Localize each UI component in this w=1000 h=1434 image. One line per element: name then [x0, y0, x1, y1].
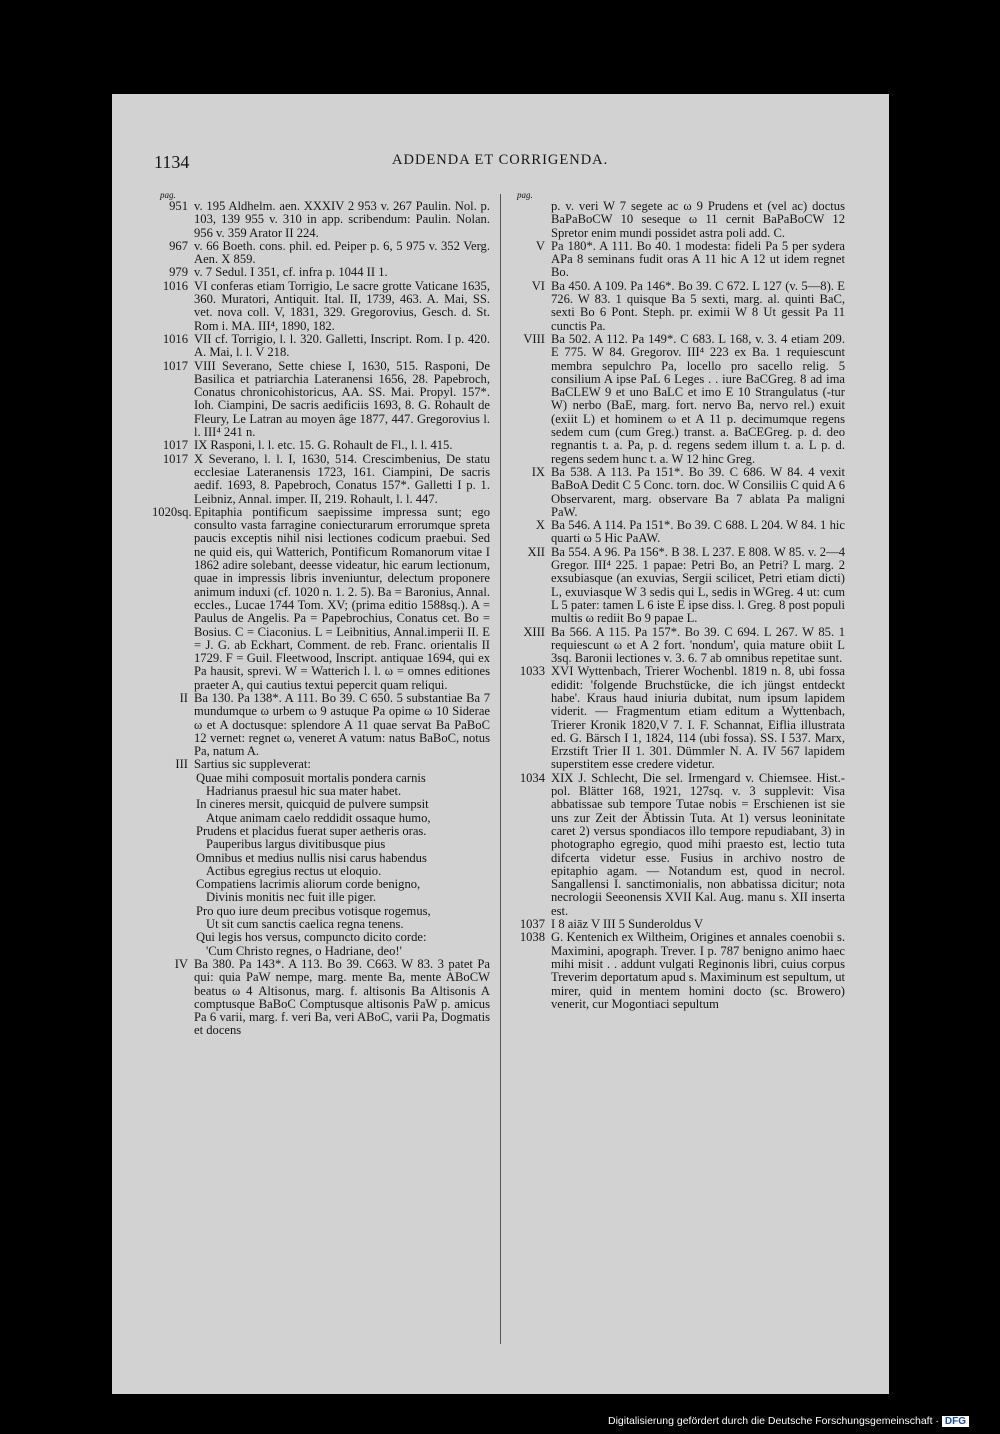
scanned-page [112, 94, 889, 1394]
entry-text: XVI Wyttenbach, Trierer Wochenbl. 1819 n. 8, ubi fossa edidit: 'folgende Bruchstücke, die ich jüngst entdeckt habe'. Kraus haud iniuria dubitat, num ipsum lapidem viderit. — Fragmentum etiam editum a Wyttenbach, Trierer Kronik 1820,V 7. I. F. Schannat, Eiflia illustrata ed. G. Bärsch I 1, 1824, 114 (ubi fossa). SS. I 537. Marx, Erzstift Trier II 1. 301. Dümmler N. A. IV 567 lapidem superstitem esse credere videtur. [551, 664, 845, 772]
entry-ref: IX [531, 464, 545, 479]
entry-ref: 1017 [162, 451, 188, 466]
entry [509, 333, 845, 466]
entry-ref: 1020sq. [152, 504, 192, 519]
running-head: ADDENDA ET CORRIGENDA. [392, 152, 609, 168]
footer [608, 1415, 969, 1427]
entry [509, 200, 845, 240]
entry-text: p. v. veri W 7 segete ac ω 9 Prudens et (vel ac) doctus BaPaBoCW 10 seseque ω 11 cernit BaPaBoCW 12 Spretor enim mundi possidet astra poli add. C. [551, 199, 845, 240]
poem-line: Compatiens lacrimis aliorum corde benigno, [196, 877, 421, 892]
entry-text: Epitaphia pontificum saepissime impressa sunt; ego consulto vasta farragine coniecturarum errorumque spreta paucis exceptis nihil nisi lectiones codicum praebui. Sed ne quid eis, qui Watterich, Pontificum Romanorum vitae I 1862 adire solebant, deesse videatur, hic earum lectionum, quae in impressis libris inveniuntur, delectum proponere animum induxi (cf. 1020 n. 1. 2. 5). Ba = Baronius, Annal. eccles., Lucae 1744 Tom. XV; (prima editio 1588sq.). A = Paulus de Angelis. Pa = Papebrochius, Conatus cet. Bo = Bosius. C = Ciaconius. L = Leibnitius, Annal.imperii II. E = J. G. ab Eckhart, Comment. de reb. Franc. orientalis II 1729. F = Guil. Fleetwood, Inscript. antiquae 1694, qui ex Pa hausit, sprevi. W = Watterich l. l. ω = omnes editiones praeter A, qui cautius textui pepercit quam reliqui. [194, 504, 490, 692]
entry-ref: X [535, 518, 545, 533]
entry-ref: 979 [169, 265, 188, 280]
entry-ref [509, 200, 551, 240]
entry-text: Ba 538. A 113. Pa 151*. Bo 39. C 686. W 84. 4 vexit BaBoA Dedit C 5 Conc. torn. doc. W Consiliis C quid A 6 Observarent, marg. observare Ba 7 ablata Pa maligni PaW. [551, 464, 845, 519]
entry [152, 333, 490, 360]
entry [509, 519, 845, 546]
entry-text: Ba 450. A 109. Pa 146*. Bo 39. C 672. L 127 (v. 5—8). E 726. W 83. 1 quisque Ba 5 sexti, marg. al. quinti BaC, sexti Bo 6 Pont. Steph. pr. eximii W 8 Ut gessit Pa 11 cunctis Pa. [551, 278, 845, 333]
entry [509, 931, 845, 1011]
poem-line: Qui legis hos versus, compuncto dicito corde: [196, 930, 427, 945]
right-entries [509, 200, 845, 1011]
entry-ref: V [535, 238, 545, 253]
entry-ref: VI [531, 278, 545, 293]
entry-ref: 1038 [519, 930, 545, 945]
poem-line: Quae mihi composuit mortalis pondera carnis [196, 770, 426, 785]
entry [152, 200, 490, 240]
entry [509, 918, 845, 931]
entry [152, 240, 490, 267]
entry-text: VI conferas etiam Torrigio, Le sacre grotte Vaticane 1635, 360. Muratori, Antiquit. Ital. II, 1739, 463. A. Mai, SS. vet. nova coll. V, 1831, 329. Gregorovius, Gesch. d. St. Rom i. MA. III⁴, 1890, 182. [194, 278, 490, 333]
entry-ref: 1017 [162, 438, 188, 453]
entry-text: v. 7 Sedul. I 351, cf. infra p. 1044 II 1. [194, 265, 388, 280]
entry [509, 240, 845, 280]
entry-text: v. 66 Boeth. cons. phil. ed. Peiper p. 6, 5 975 v. 352 Verg. Aen. X 859. [194, 238, 490, 267]
entry-text: X Severano, l. l. I, 1630, 514. Crescimbenius, De statu ecclesiae Lateranensis 1723, 161. Ciampini, De sacris aedif. 1693, 8. Papebroch, Conatus 157*. Galletti I p. 1. Leibniz, Annal. imper. II, 219. Rohault, l. l. 447. [194, 451, 490, 506]
entry [509, 665, 845, 771]
entry [152, 692, 490, 758]
entry [152, 958, 490, 1038]
entry-text: Ba 566. A 115. Pa 157*. Bo 39. C 694. L 267. W 85. 1 requiescunt ω et A 2 fort. 'nondum', quia mature obiit L 3sq. Baronii lectiones v. 3. 6. 7 ab omnibus repetitae sunt. [551, 624, 845, 666]
entry-ref: XIII [523, 624, 545, 639]
entry-text: Ba 130. Pa 138*. A 111. Bo 39. C 650. 5 substantiae Ba 7 mundumque ω urbem ω 9 astuque Pa opime ω 10 Siderae ω et A doctusque: splendore A 11 quae servat Ba PaBoC 12 vernet: regnet ω, veneret A vatum: natus BaBoC, notus Pa, natum A. [194, 690, 490, 759]
entry-ref: VIII [523, 331, 545, 346]
entry [152, 758, 490, 771]
entry-text: Ba 380. Pa 143*. A 113. Bo 39. C663. W 83. 3 patet Pa qui: quia PaW nempe, marg. mente Ba, mente ABoCW beatus ω 4 Altisonus, marg. f. altisonis Ba Altisonis A comptusque BaBoC Comptusque altisonis PaW p. amicus Pa 6 varii, marg. f. veri Ba, veri ABoC, varii Pa, Dogmatis et docens [194, 956, 490, 1038]
entry-text: Ba 554. A 96. Pa 156*. B 38. L 237. E 808. W 85. v. 2—4 Gregor. III⁴ 225. 1 papae: Petri Bo, an Petri? L marg. 2 exsubiasque (an exuvias, Sergii scilicet, Petri etiam dicti) L, exuviasque W 3 sedis qui L, sedis in WGreg. 4 ut: cum L 5 pater: tamen L 6 iste E ipse diss. l. Greg. 8 post populi multis ω rediit Bo 9 papae L. [551, 544, 845, 626]
entry-ref: 951 [169, 199, 188, 213]
entry-text: IX Rasponi, l. l. etc. 15. G. Rohault de Fl., l. l. 415. [194, 438, 453, 453]
entry [152, 453, 490, 506]
entry [509, 772, 845, 918]
entry [152, 360, 490, 440]
poem-line: Prudens et placidus fuerat super aetheris oras. [196, 823, 427, 838]
poem-line: Pauperibus largus divitibusque pius [206, 837, 386, 852]
left-entries-end [152, 958, 490, 1038]
poem-line: Ut sit cum sanctis caelica regna tenens. [206, 917, 404, 932]
entry-ref: XII [527, 544, 545, 559]
poem-line: In cineres mersit, quicquid de pulvere sumpsit [196, 797, 429, 812]
dfg-logo: DFG [942, 1416, 969, 1427]
entry-ref: 967 [169, 238, 188, 253]
entry [152, 439, 490, 452]
entry-text: G. Kentenich ex Wiltheim, Origines et annales coenobii s. Maximini, apograph. Trever. I p. 787 benigno animo haec mihi misit . . addunt vulgati Reginonis libri, cuius corpus Treverim deportatum apud s. Maximinum est sepultum, ut mirer, quid in mentem homini docto (sc. Browero) venerit, cur Mogontiaci sepultum [551, 930, 845, 1011]
entry-text: Sartius sic suppleverat: [194, 757, 311, 772]
entry [509, 466, 845, 519]
entry-ref: 1016 [162, 331, 188, 346]
poem-line: Atque animam caelo reddidit ossaque humo, [206, 810, 431, 825]
left-entries [152, 200, 490, 772]
poem-line: Hadrianus praesul hic sua mater habet. [206, 784, 402, 799]
entry-text: Ba 546. A 114. Pa 151*. Bo 39. C 688. L 204. W 84. 1 hic quarti ω 5 Hic PaAW. [551, 518, 845, 546]
poem-line: 'Cum Christo regnes, o Hadriane, deo!' [206, 943, 402, 958]
left-column [152, 190, 490, 1038]
entry-text: v. 195 Aldhelm. aen. XXXIV 2 953 v. 267 Paulin. Nol. p. 103, 139 955 v. 310 in app. scribendum: Paulin. Nolan. 956 v. 359 Arator II 224. [194, 199, 490, 240]
entry-ref: 1033 [519, 664, 545, 679]
entry [509, 280, 845, 333]
entry-text: XIX J. Schlecht, Die sel. Irmengard v. Chiemsee. Hist.-pol. Blätter 168, 1921, 127sq. v. 3 supplevit: Visa abbatissae sub tempore Tutae nobis = Erschienen ist sie uns zur Zeit der Äbtissin Tuta. At 1) versus leoninitate caret 2) versus spondiacos illo tempore repudiabant, 3) in photographo egregio, quod mihi praesto est, lectio tuta difcerta videtur esse. Fusius in archivo nostro de epitaphio agam. — Notandum est, quod in necrol. Sangallensi I. sanctimonialis, non abbatissa dicitur; nota necrologii Seeonensis XVII Kal. Aug. manu s. XII inserta est. [551, 770, 845, 918]
page-number: 1134 [154, 152, 190, 172]
entry-text: Ba 502. A 112. Pa 149*. C 683. L 168, v. 3. 4 etiam 209. E 775. W 84. Gregorov. III⁴ 223 ex Ba. 1 requiescunt membra sepulchro Pa, locello pro sacello relig. 5 consilium A ipse PaL 6 Leges . . iure BaCGreg. 8 ad ima BaCLEW 9 et uno BaLC et imo E 10 Strangulatus (-tur W) nerbo (BaE, marg. fort. nervo Ba, nervo rel.) exuit (exiit L) et hominem ω et A 11 p. decimumque regens sedem cum (cum Greg.) transt. a. BaCEGreg. p. d. deo regnantis t. a. Pa, p. d. regens sedem illum t. a. L p. d. regens sedem hunc t. a. W 12 hinc Greg. [551, 331, 845, 466]
pag-label: pag. [517, 190, 533, 200]
entry [509, 626, 845, 666]
entry-ref: 1016 [162, 278, 188, 293]
entry [152, 266, 490, 279]
entry-ref: 1034 [519, 770, 545, 785]
poem-line: Omnibus et medius nullis nisi carus habendus [196, 850, 427, 865]
entry-ref: IV [174, 956, 188, 971]
poem-line: Pro quo iure deum precibus votisque rogemus, [196, 903, 431, 918]
entry-ref: II [179, 690, 188, 705]
entry-ref: 1037 [519, 917, 545, 932]
entry-ref: III [175, 757, 188, 772]
entry [152, 506, 490, 692]
footer-text: Digitalisierung gefördert durch die Deutsche Forschungsgemeinschaft · [608, 1415, 939, 1427]
entry [152, 280, 490, 333]
column-divider [500, 194, 501, 1344]
entry-text: VIII Severano, Sette chiese I, 1630, 515. Rasponi, De Basilica et patriarchia Lateranensi 1656, 28. Papebroch, Conatus chronicohistoricus, AA. SS. Mai. Propyl. 157*. Ioh. Ciampini, De sacris aedificiis 1693, 8. G. Rohault de Fleury, Le Latran au moyen âge 1877, 447. Gregorovius l. l. III⁴ 241 n. [194, 358, 490, 440]
poem [152, 772, 490, 958]
entry-text: I 8 aiāz V III 5 Sunderoldus V [551, 917, 704, 932]
entry-text: VII cf. Torrigio, l. l. 320. Galletti, Inscript. Rom. I p. 420. A. Mai, l. l. V 218. [194, 331, 490, 360]
right-column [509, 190, 845, 1011]
entry [509, 546, 845, 626]
pag-label: pag. [160, 190, 176, 200]
entry-text: Pa 180*. A 111. Bo 40. 1 modesta: fideli Pa 5 per sydera APa 8 seminans fudit oras A 11 hic A 12 ut idem regnet Bo. [551, 238, 845, 280]
poem-line: Divinis monitis nec fuit ille piger. [206, 890, 376, 905]
poem-line: Actibus egregius rectus ut eloquio. [206, 863, 382, 878]
entry-ref: 1017 [162, 358, 188, 373]
